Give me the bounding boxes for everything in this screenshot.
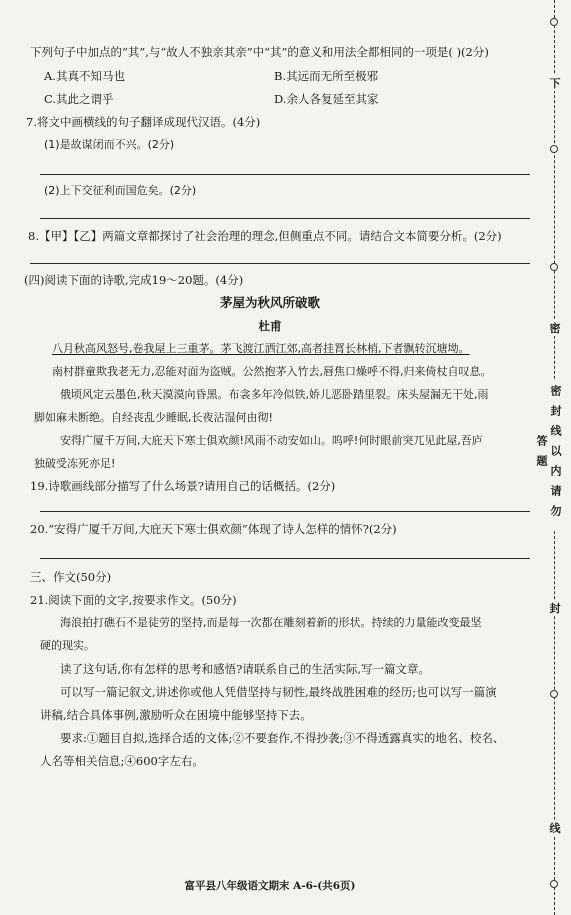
answer-line — [30, 263, 530, 264]
answer-line — [40, 558, 530, 559]
answer-line — [40, 511, 530, 512]
requirements: 要求:①题目自拟,选择合适的文体;②不要套作,不得抄袭;③不得透露真实的地名、校名、 — [60, 731, 505, 745]
section-4-heading: (四)阅读下面的诗歌,完成19～20题。(4分) — [24, 273, 244, 287]
prompt-paragraph: 讲稿,结合具体事例,激励听众在困境中能够坚持下去。 — [40, 708, 312, 722]
question-21-stem: 21.阅读下面的文字,按要求作文。(50分) — [30, 593, 237, 607]
circle-mark — [550, 145, 558, 153]
circle-mark — [550, 880, 558, 888]
requirements: 人名等相关信息;④600字左右。 — [40, 754, 204, 768]
seal-note-vertical: 密封线以内请勿答题 — [548, 380, 562, 530]
page-footer: 富平县八年级语文期末 A-6-(共6页) — [184, 880, 356, 892]
margin-char-feng: 封 — [549, 602, 561, 615]
quote-line: 硬的现实。 — [40, 639, 95, 652]
question-17-number: 7. — [26, 115, 37, 129]
option-a: A.其真不知马也 — [44, 69, 125, 83]
poem-line: 南村群童欺我老无力,忍能对面为盗贼。公然抱茅入竹去,唇焦口燥呼不得,归来倚杖自叹息。 — [52, 365, 492, 378]
poem-line: 俄顷风定云墨色,秋天漠漠向昏黑。布衾多年冷似铁,娇儿恶卧踏里裂。床头屋漏无干处,雨 — [60, 388, 489, 401]
poem-line: 独破受冻死亦足! — [34, 457, 116, 470]
circle-mark — [550, 18, 558, 26]
circle-mark — [550, 263, 558, 271]
seal-line-margin — [535, 0, 571, 915]
poem-line-underlined: 八月秋高风怒号,卷我屋上三重茅。茅飞渡江洒江郊,高者挂罥长林梢,下者飘转沉塘坳。 — [52, 342, 470, 355]
question-20-stem: 20.“安得广厦千万间,大庇天下寒士俱欢颜”体现了诗人怎样的情怀?(2分) — [30, 522, 397, 536]
section-3-heading: 三、作文(50分) — [30, 570, 112, 584]
margin-char-xian: 线 — [549, 822, 561, 835]
poem-title: 茅屋为秋风所破歌 — [219, 295, 320, 310]
quote-line: 海浪拍打礁石不是徒劳的坚持,而是每一次都在雕刻着新的形状。持续的力量能改变最坚 — [60, 616, 482, 629]
margin-char-xia: 下 — [549, 77, 561, 90]
question-17-sub2: (2)上下交征利而国危矣。(2分) — [44, 184, 197, 197]
circle-mark — [550, 690, 558, 698]
answer-line — [40, 174, 530, 175]
poem-author: 杜甫 — [258, 319, 282, 333]
margin-char-mi: 密 — [549, 322, 561, 335]
question-18-stem: 8.【甲】【乙】两篇文章都探讨了社会治理的理念,但侧重点不同。请结合文本简要分析。(2分) — [28, 229, 502, 243]
poem-line: 安得广厦千万间,大庇天下寒士俱欢颜!风雨不动安如山。呜呼!何时眼前突兀见此屋,吾庐 — [60, 434, 483, 447]
question-17-sub1: (1)是故谋闭而不兴。(2分) — [44, 138, 175, 151]
prompt-paragraph: 读了这句话,你有怎样的思考和感悟?请联系自己的生活实际,写一篇文章。 — [60, 662, 430, 676]
question-19-stem: 19.诗歌画线部分描写了什么场景?请用自己的话概括。(2分) — [30, 479, 336, 493]
question-16-stem: 下列句子中加点的“其”,与“故人不独亲其亲”中“其”的意义和用法全都相同的一项是( )(2分) — [30, 45, 489, 59]
answer-line — [40, 218, 530, 219]
question-17-stem — [26, 114, 260, 130]
option-b: B.其远而无所至极邪 — [274, 69, 379, 83]
option-d: D.余人各复延至其家 — [274, 92, 379, 106]
prompt-paragraph: 可以写一篇记叙文,讲述你或他人凭借坚持与韧性,最终战胜困难的经历;也可以写一篇演 — [60, 685, 497, 699]
question-17-text: 将文中画横线的句子翻译成现代汉语。(4分) — [36, 115, 261, 129]
poem-line: 脚如麻未断绝。自经丧乱少睡眠,长夜沾湿何由彻! — [34, 411, 273, 424]
option-c: C.其此之谓乎 — [44, 92, 114, 106]
